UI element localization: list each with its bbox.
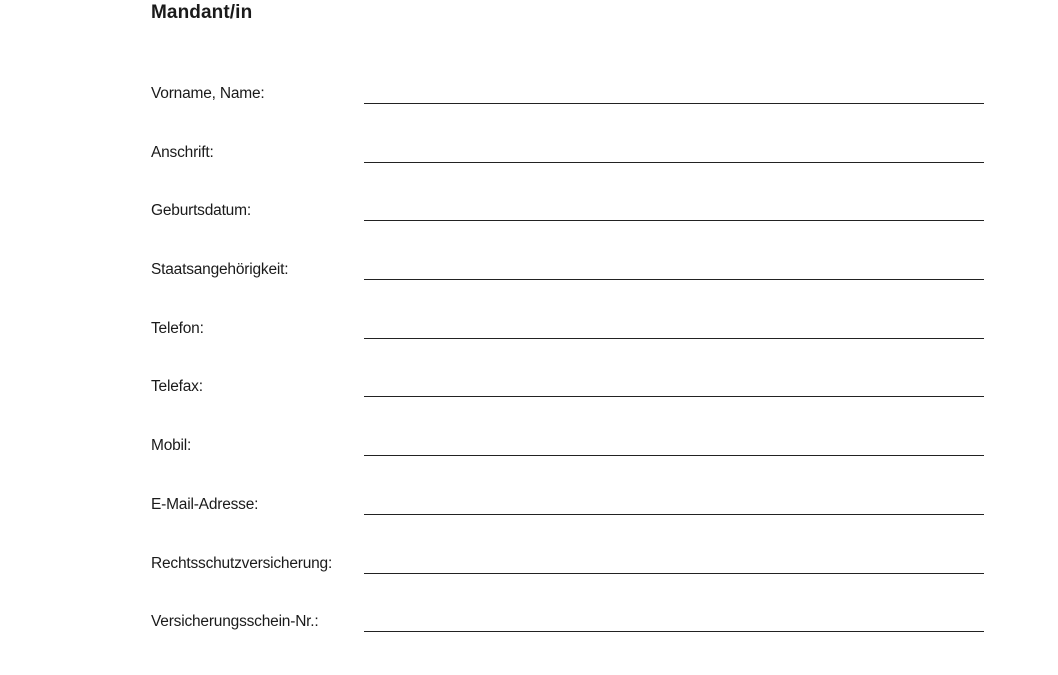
- form-row-mobile: [151, 422, 984, 481]
- field-label-nationality: Staatsangehörigkeit:: [151, 261, 289, 279]
- field-label-policy-number: Versicherungsschein-Nr.:: [151, 613, 319, 631]
- field-line-nationality[interactable]: [364, 279, 984, 280]
- field-label-legal-insurance: Rechtsschutzversicherung:: [151, 554, 333, 572]
- form-row-phone: [151, 305, 984, 364]
- field-label-phone: Telefon:: [151, 319, 204, 337]
- form-row-name: [151, 70, 984, 129]
- field-label-email: E-Mail-Adresse:: [151, 495, 259, 513]
- field-label-name: Vorname, Name:: [151, 85, 265, 102]
- field-label-mobile: Mobil:: [151, 437, 192, 455]
- field-line-fax[interactable]: [364, 396, 984, 397]
- field-line-legal-insurance[interactable]: [364, 573, 984, 574]
- form-row-nationality: [151, 246, 984, 305]
- form-row-address: [151, 129, 984, 188]
- field-line-address[interactable]: [364, 162, 984, 163]
- field-line-phone[interactable]: [364, 338, 984, 339]
- form-row-birthdate: [151, 187, 984, 246]
- form-row-legal-insurance: [151, 540, 984, 599]
- form-row-policy-number: [151, 598, 984, 657]
- field-label-fax: Telefax:: [151, 378, 203, 396]
- field-line-name[interactable]: [364, 103, 984, 104]
- field-line-policy-number[interactable]: [364, 631, 984, 632]
- form-title: Mandant/in: [151, 2, 253, 23]
- field-line-mobile[interactable]: [364, 455, 984, 456]
- form-row-email: [151, 481, 984, 540]
- form-row-fax: [151, 363, 984, 422]
- field-label-birthdate: Geburtsdatum:: [151, 202, 251, 220]
- field-label-address: Anschrift:: [151, 143, 214, 161]
- field-line-birthdate[interactable]: [364, 220, 984, 221]
- client-form: [151, 70, 984, 657]
- field-line-email[interactable]: [364, 514, 984, 515]
